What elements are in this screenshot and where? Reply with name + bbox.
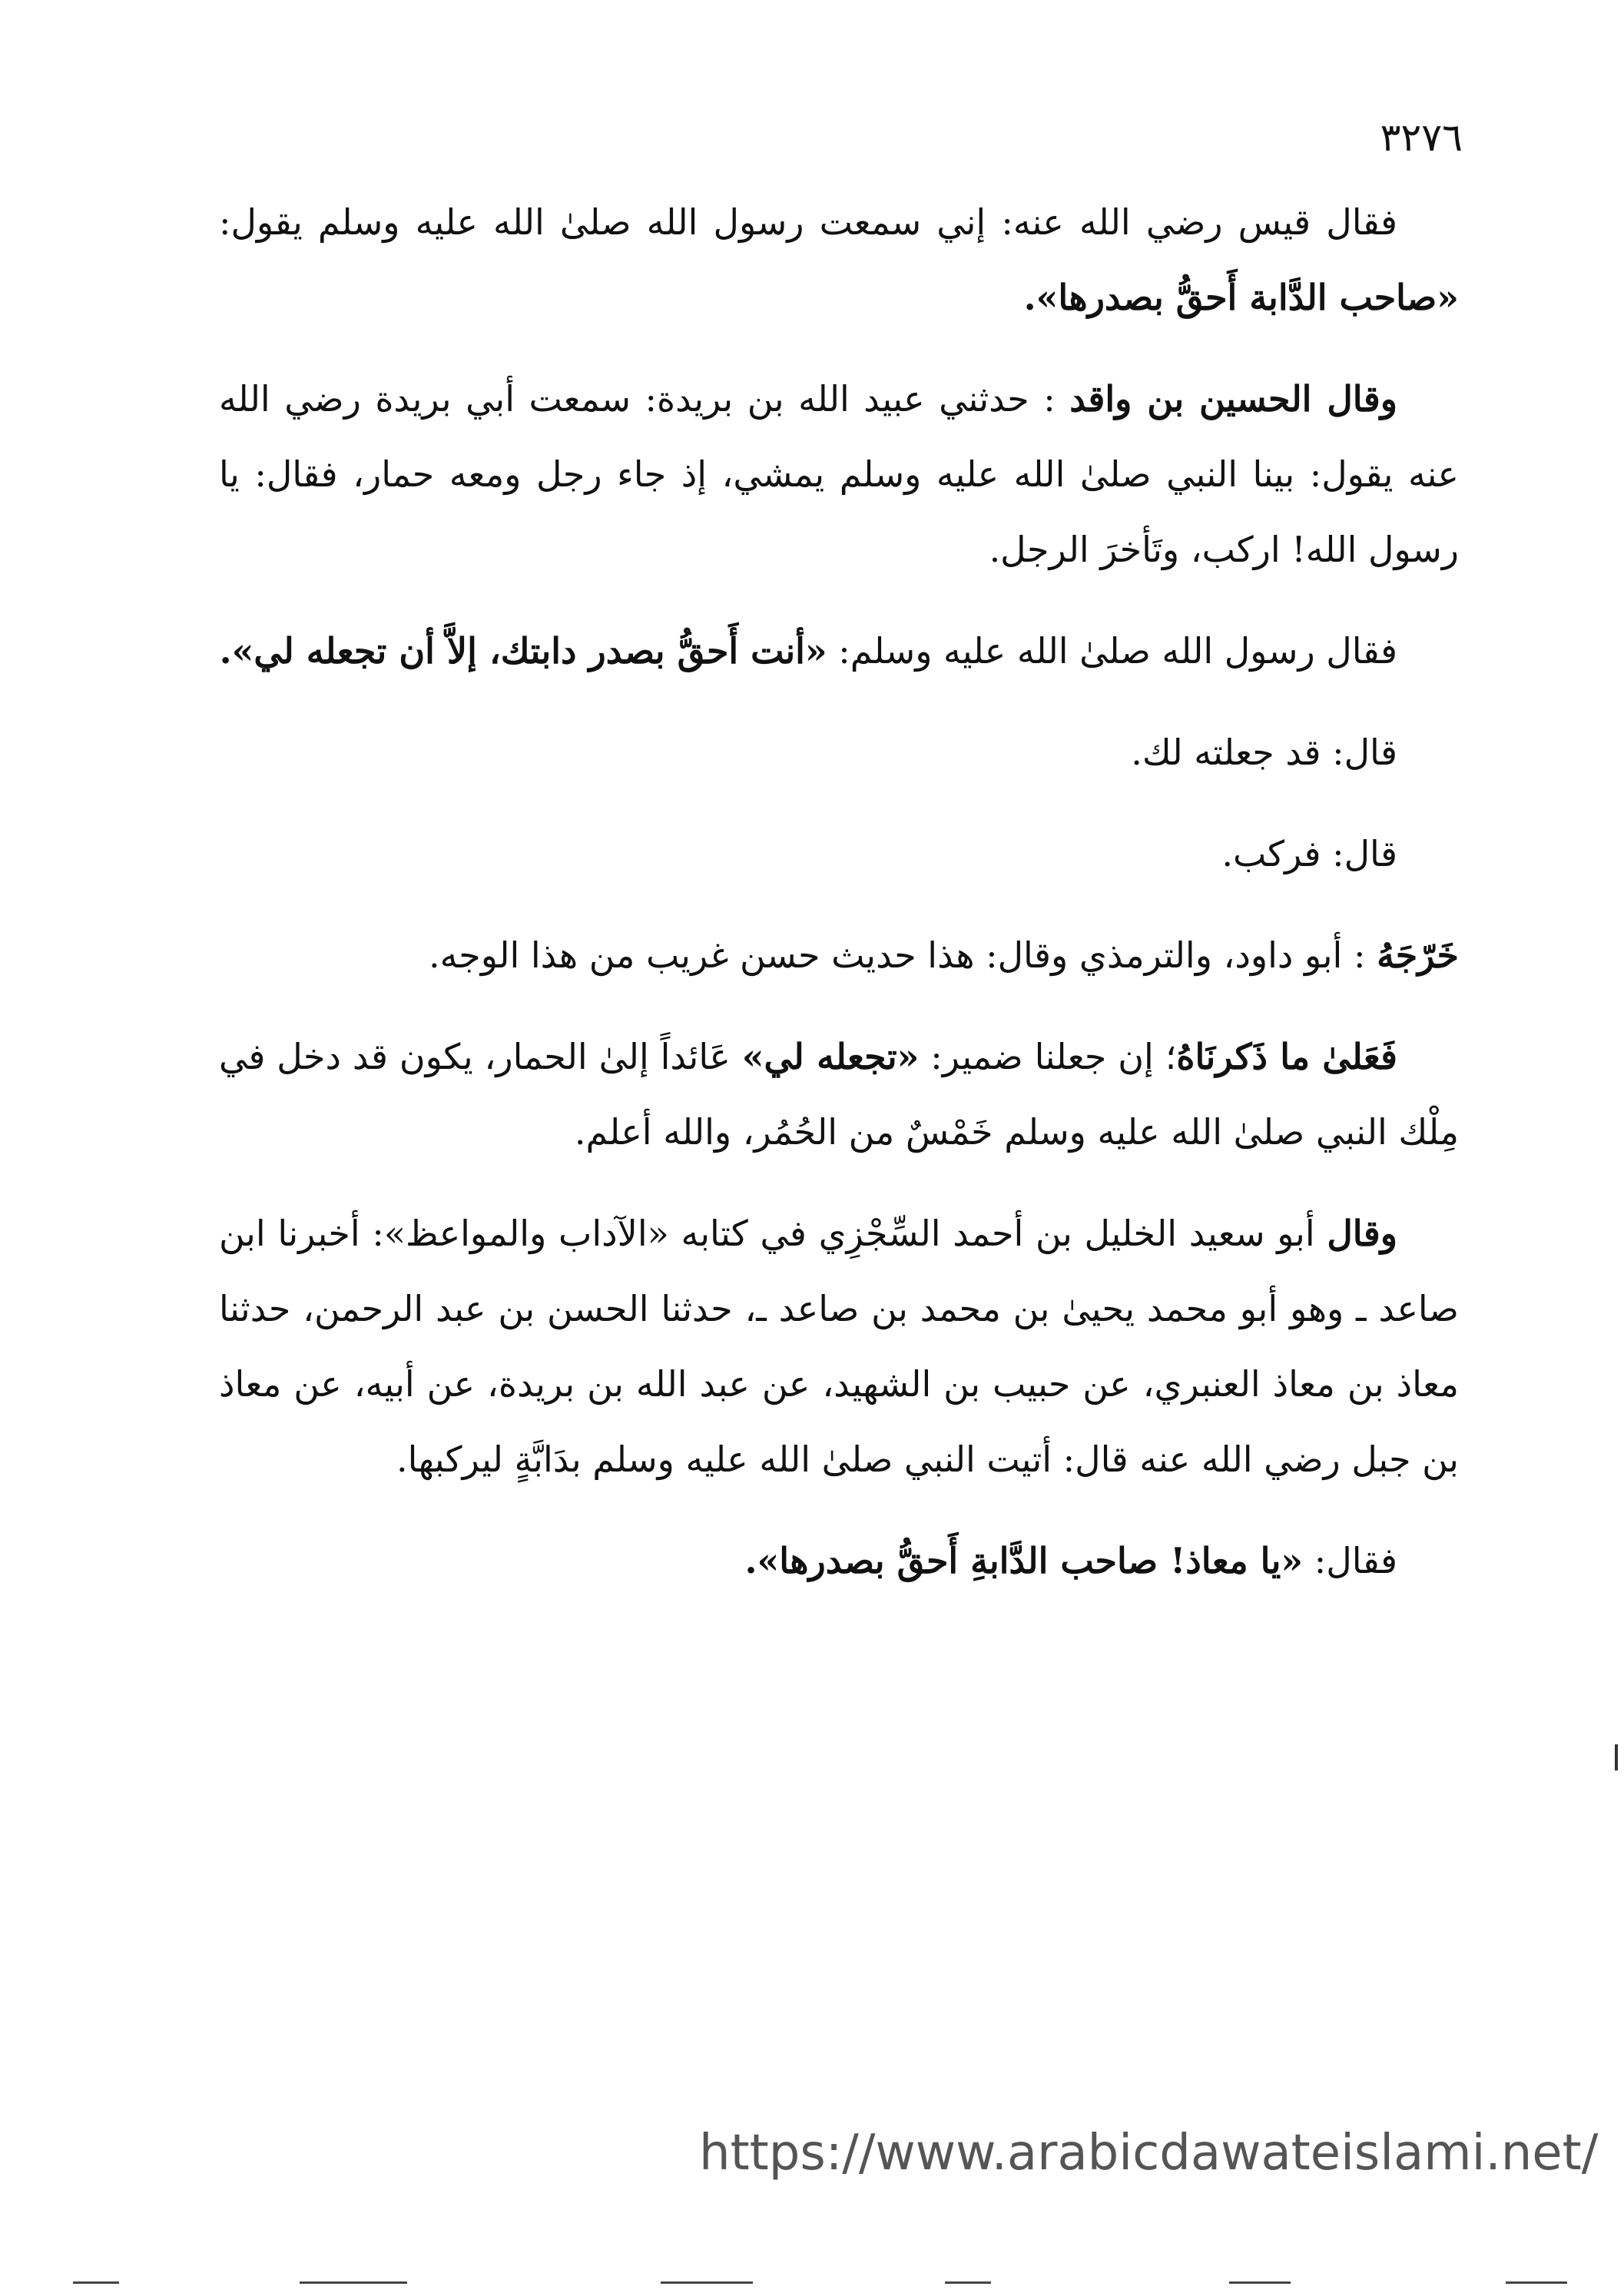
scan-footer-line: [1229, 2281, 1291, 2284]
text-run: فقال:: [1303, 1540, 1397, 1581]
narrator-bold: وقال الحسين بن واقد: [1069, 378, 1397, 420]
page-number: ٣٢٧٦: [1380, 115, 1463, 160]
scan-edge-mark: [1615, 1744, 1618, 1770]
quote-bold: «يا معاذ! صاحب الدَّابةِ أَحقُّ بصدرها».: [744, 1540, 1304, 1581]
heading-bold: خَرّجَهُ: [1377, 934, 1459, 976]
quote-bold: «صاحب الدَّابة أَحقُّ بصدرها».: [1023, 277, 1459, 318]
scan-footer-line: [1506, 2281, 1567, 2284]
paragraph-6: [219, 918, 1459, 993]
paragraph-5: [219, 816, 1459, 891]
text-run: قال: قد جعلته لك.: [1131, 732, 1397, 773]
narrator-bold: وقال: [1327, 1213, 1397, 1254]
scan-footer-line: [945, 2281, 991, 2284]
text-run: ؛ إن جعلنا ضمير:: [919, 1036, 1177, 1077]
quote-bold: «تجعله لي»: [741, 1036, 920, 1077]
paragraph-9: [219, 1523, 1459, 1598]
text-run: : أبو داود، والترمذي وقال: هذا حديث حسن غريب من هذا الوجه.: [429, 934, 1377, 976]
paragraph-4: [219, 715, 1459, 790]
scan-footer-line: [300, 2281, 407, 2284]
source-watermark: https://www.arabicdawateislami.net/: [699, 2125, 1599, 2182]
heading-bold: فَعَلىٰ ما ذَكرنَاهُ: [1176, 1036, 1397, 1077]
paragraph-7: [219, 1019, 1459, 1170]
paragraph-3: [219, 613, 1459, 689]
text-run: أبو سعيد الخليل بن أحمد السِّجْزِي في كتابه «الآداب والمواعظ»: أخبرنا ابن صاعد ـ وهو أبو محمد يحيىٰ بن محمد بن صاعد ـ، حدثنا الحسن بن عبد الرحمن، حدثنا معاذ بن معاذ العنبري، عن حبيب بن الشهيد، عن عبد الله بن بريدة، عن أبيه، عن معاذ بن جبل رضي الله عنه قال: أتيت النبي صلىٰ الله عليه وسلم بدَابَّةٍ ليركبها.: [219, 1213, 1459, 1480]
text-run: قال: فركب.: [1221, 833, 1397, 874]
quote-bold: «أنت أَحقُّ بصدر دابتك، إلاَّ أن تجعله لي».: [219, 630, 827, 672]
text-run: فقال قيس رضي الله عنه: إني سمعت رسول الله صلىٰ الله عليه وسلم يقول:: [219, 201, 1397, 243]
scan-footer-line: [661, 2281, 753, 2284]
paragraph-8: [219, 1196, 1459, 1497]
text-run: فقال رسول الله صلىٰ الله عليه وسلم:: [827, 630, 1397, 672]
document-body: [219, 184, 1459, 1624]
text-run: : حدثني عبيد الله بن بريدة: سمعت أبي بريدة رضي الله عنه يقول: بينا النبي صلىٰ الله عليه وسلم يمشي، إذ جاء رجل ومعه حمار، فقال: يا رسول الله! اركب، وتَأخرَ الرجل.: [219, 378, 1459, 570]
paragraph-1: [219, 184, 1459, 335]
text-run: عَائداً إلىٰ الحمار، يكون قد دخل في مِلْك النبي صلىٰ الله عليه وسلم خَمْسٌ من الحُمُر، والله أعلم.: [219, 1036, 1459, 1153]
scan-footer-line: [73, 2281, 119, 2284]
paragraph-2: [219, 361, 1459, 587]
